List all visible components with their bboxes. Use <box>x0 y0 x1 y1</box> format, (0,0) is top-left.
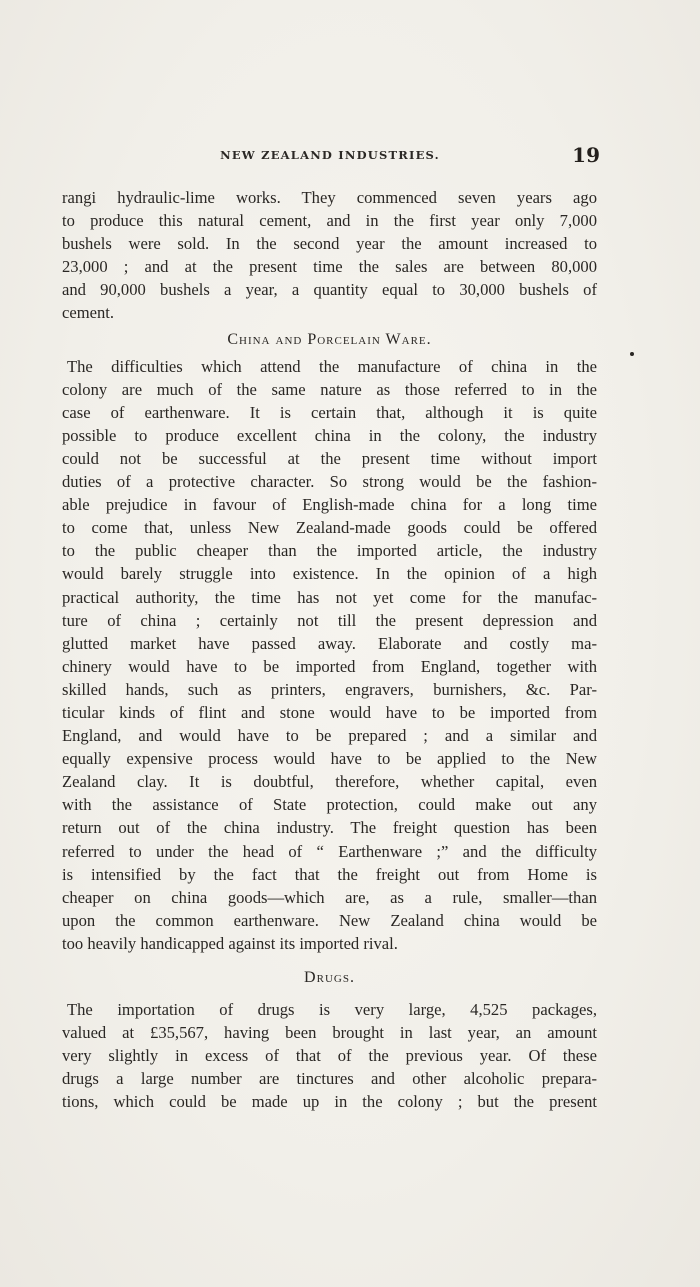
text-line: equally expensive process would have to be applied to the New <box>62 749 597 769</box>
text-line: colony are much of the same nature as those referred to in the <box>62 379 597 399</box>
text-line: referred to under the head of “ Earthenware ;” and the difficulty <box>62 841 597 861</box>
text-line: The importation of drugs is very large, 4,525 packages, <box>67 1000 597 1019</box>
text-line: rangi hydraulic-lime works. They commenced seven years ago <box>62 188 597 207</box>
text-line: valued at £35,567, having been brought in last year, an amount <box>62 1023 597 1043</box>
text-line: chinery would have to be imported from England, together with <box>62 656 597 676</box>
text-line: is intensified by the fact that the freight out from Home is <box>62 864 597 884</box>
text-line: Zealand clay. It is doubtful, therefore, whether capital, even <box>62 772 597 792</box>
text-line: and 90,000 bushels a year, a quantity equal to 30,000 bushels of <box>62 280 597 300</box>
china-paragraph <box>62 355 597 955</box>
text-line: upon the common earthenware. New Zealand china would be <box>62 910 597 930</box>
text-line: to produce this natural cement, and in the first year only 7,000 <box>62 211 597 231</box>
intro-paragraph <box>62 186 597 325</box>
text-line: to come that, unless New Zealand-made goods could be offered <box>62 518 597 538</box>
text-line: to the public cheaper than the imported article, the industry <box>62 541 597 561</box>
body-text <box>62 186 597 1113</box>
text-line: England, and would have to be prepared ; and a similar and <box>62 726 597 746</box>
drugs-paragraph <box>62 998 597 1113</box>
text-line: cheaper on china goods—which are, as a rule, smaller—than <box>62 887 597 907</box>
text-line: tions, which could be made up in the colony ; but the present <box>62 1092 597 1112</box>
running-head <box>60 143 600 167</box>
running-title: NEW ZEALAND INDUSTRIES. <box>220 148 440 162</box>
text-line: skilled hands, such as printers, engravers, burnishers, &c. Par- <box>62 679 597 699</box>
text-line: cement. <box>62 303 115 323</box>
section-heading-china: China and Porcelain Ware. <box>227 330 432 348</box>
text-line: case of earthenware. It is certain that, although it is quite <box>62 402 597 422</box>
text-line: practical authority, the time has not yet come for the manufac- <box>62 587 597 607</box>
text-line: with the assistance of State protection, could make out any <box>62 795 597 815</box>
text-line: return out of the china industry. The freight question has been <box>62 818 597 838</box>
text-line: able prejudice in favour of English-made china for a long time <box>62 495 597 515</box>
text-line: would barely struggle into existence. In the opinion of a high <box>62 564 597 584</box>
section-heading-drugs: Drugs. <box>304 969 355 986</box>
text-line: ture of china ; certainly not till the present depression and <box>62 610 597 630</box>
text-line: drugs a large number are tinctures and other alcoholic prepara- <box>62 1069 597 1089</box>
text-line: possible to produce excellent china in the colony, the industry <box>62 425 597 445</box>
page-number: 19 <box>572 143 600 167</box>
print-speck <box>630 352 634 356</box>
text-line: glutted market have passed away. Elaborate and costly ma- <box>62 633 597 653</box>
text-line: too heavily handicapped against its imported rival. <box>62 933 398 953</box>
text-line: The difficulties which attend the manufacture of china in the <box>67 356 597 376</box>
text-line: duties of a protective character. So strong would be the fashion- <box>62 472 597 492</box>
text-line: very slightly in excess of that of the previous year. Of these <box>62 1046 597 1066</box>
text-line: 23,000 ; and at the present time the sales are between 80,000 <box>62 257 597 277</box>
text-line: could not be successful at the present time without import <box>62 448 597 468</box>
text-line: bushels were sold. In the second year the amount increased to <box>62 234 597 254</box>
text-line: ticular kinds of flint and stone would have to be imported from <box>62 702 597 722</box>
